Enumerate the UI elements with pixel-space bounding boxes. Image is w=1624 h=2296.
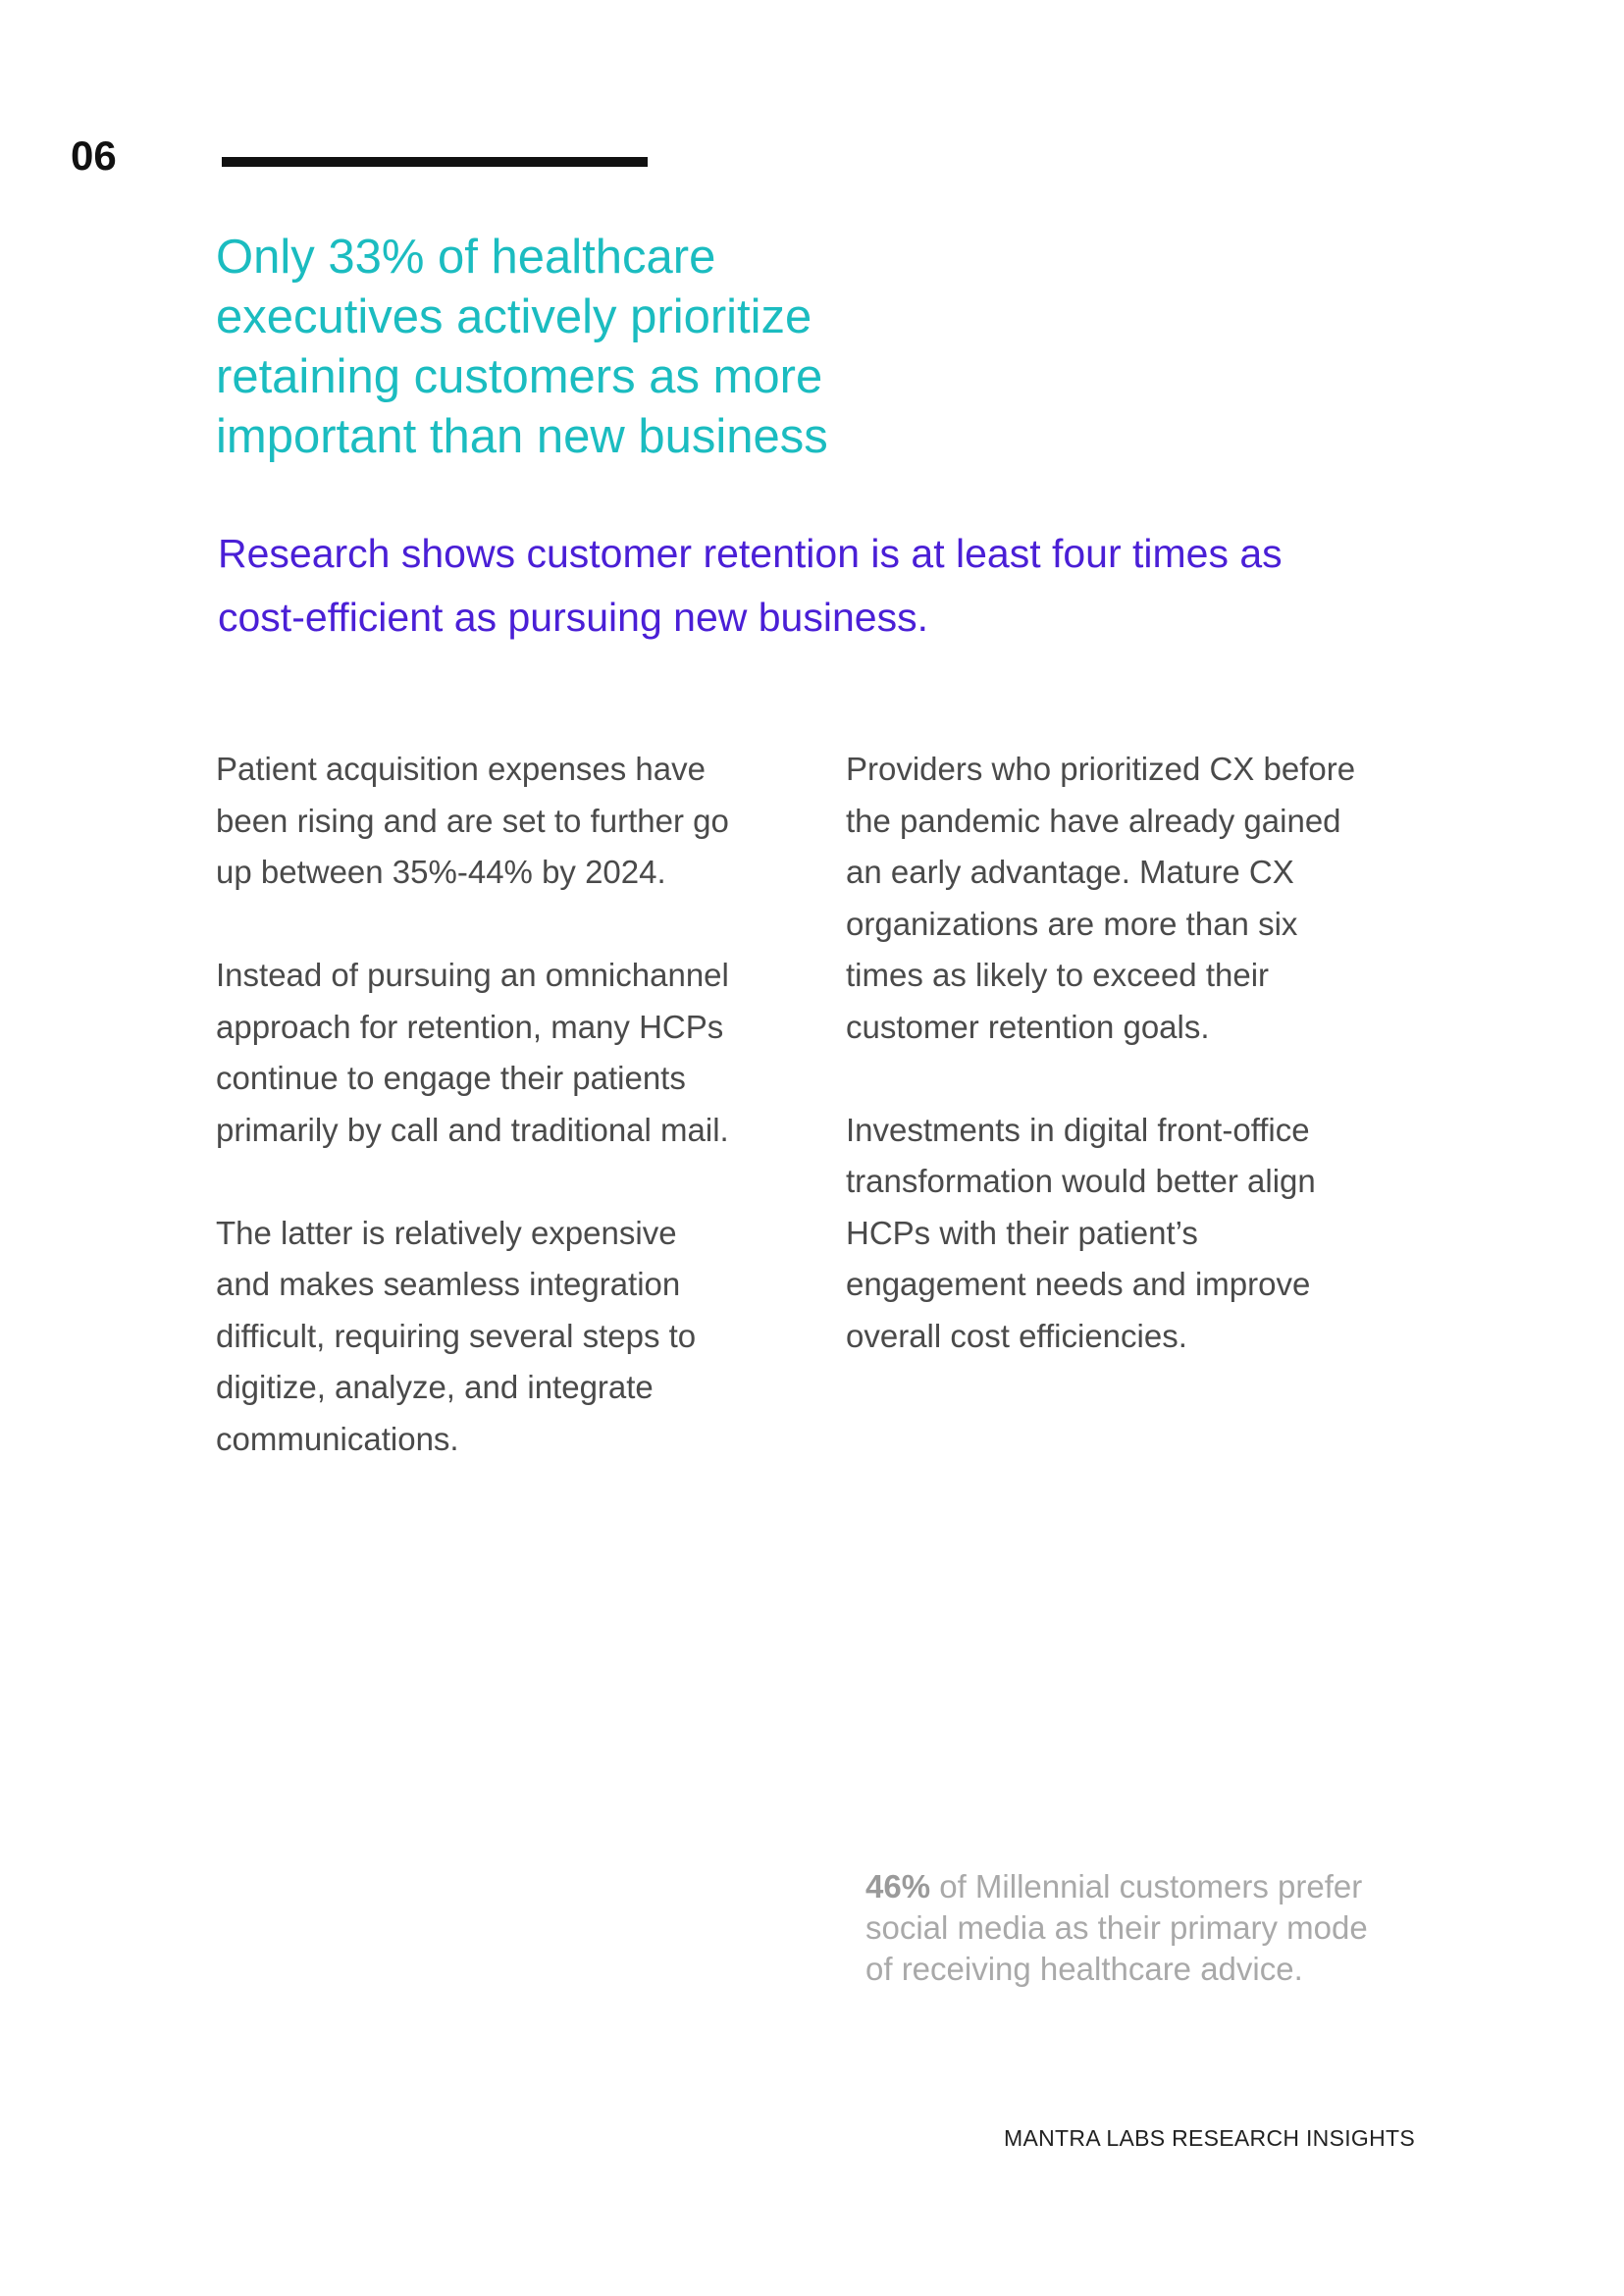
paragraph [846,1105,1454,1363]
text-line: engagement needs and improve [846,1266,1311,1302]
paragraph [216,1208,805,1466]
callout-stat: 46% [865,1868,931,1905]
text-line: approach for retention, many HCPs [216,1008,724,1045]
text-line: customer retention goals. [846,1008,1210,1045]
paragraph [846,744,1454,1053]
text-line: overall cost efficiencies. [846,1317,1187,1354]
text-line: transformation would better align [846,1163,1316,1199]
header-rule [222,157,648,167]
text-line: Investments in digital front-office [846,1111,1310,1148]
footer-brand: MANTRA LABS RESEARCH INSIGHTS [1004,2125,1415,2151]
text-line: continue to engage their patients [216,1060,686,1096]
text-line: been rising and are set to further go [216,802,729,839]
subheadline [218,522,1454,650]
text-line: Instead of pursuing an omnichannel [216,957,729,993]
text-line: communications. [216,1420,459,1457]
text-line: difficult, requiring several steps to [216,1317,697,1354]
text-line: up between 35%-44% by 2024. [216,854,666,890]
text-line: primarily by call and traditional mail. [216,1111,729,1148]
paragraph [216,950,805,1156]
text-line: The latter is relatively expensive [216,1214,677,1251]
text-line: an early advantage. Mature CX [846,854,1294,890]
callout-line: of receiving healthcare advice. [865,1951,1303,1987]
headline-line: retaining customers as more [216,350,823,403]
paragraph [216,744,805,899]
callout-text: of Millennial customers prefer [930,1868,1363,1905]
left-column [216,744,805,1517]
text-line: organizations are more than six [846,905,1298,942]
headline-line: executives actively prioritize [216,290,812,343]
text-line: times as likely to exceed their [846,957,1270,993]
text-line: HCPs with their patient’s [846,1214,1198,1251]
text-line: digitize, analyze, and integrate [216,1369,654,1405]
right-column [846,744,1454,1414]
headline-line: Only 33% of healthcare [216,231,716,284]
callout-line [865,1866,1454,1907]
text-line: the pandemic have already gained [846,802,1341,839]
subheadline-line: Research shows customer retention is at least four times as [218,531,1283,576]
page-number: 06 [71,132,117,179]
stat-callout [865,1866,1454,1990]
text-line: Providers who prioritized CX before [846,751,1356,787]
headline-line: important than new business [216,410,828,463]
text-line: Patient acquisition expenses have [216,751,706,787]
callout-line: social media as their primary mode [865,1909,1368,1946]
text-line: and makes seamless integration [216,1266,681,1302]
subheadline-line: cost-efficient as pursuing new business. [218,595,928,640]
headline [216,228,962,467]
